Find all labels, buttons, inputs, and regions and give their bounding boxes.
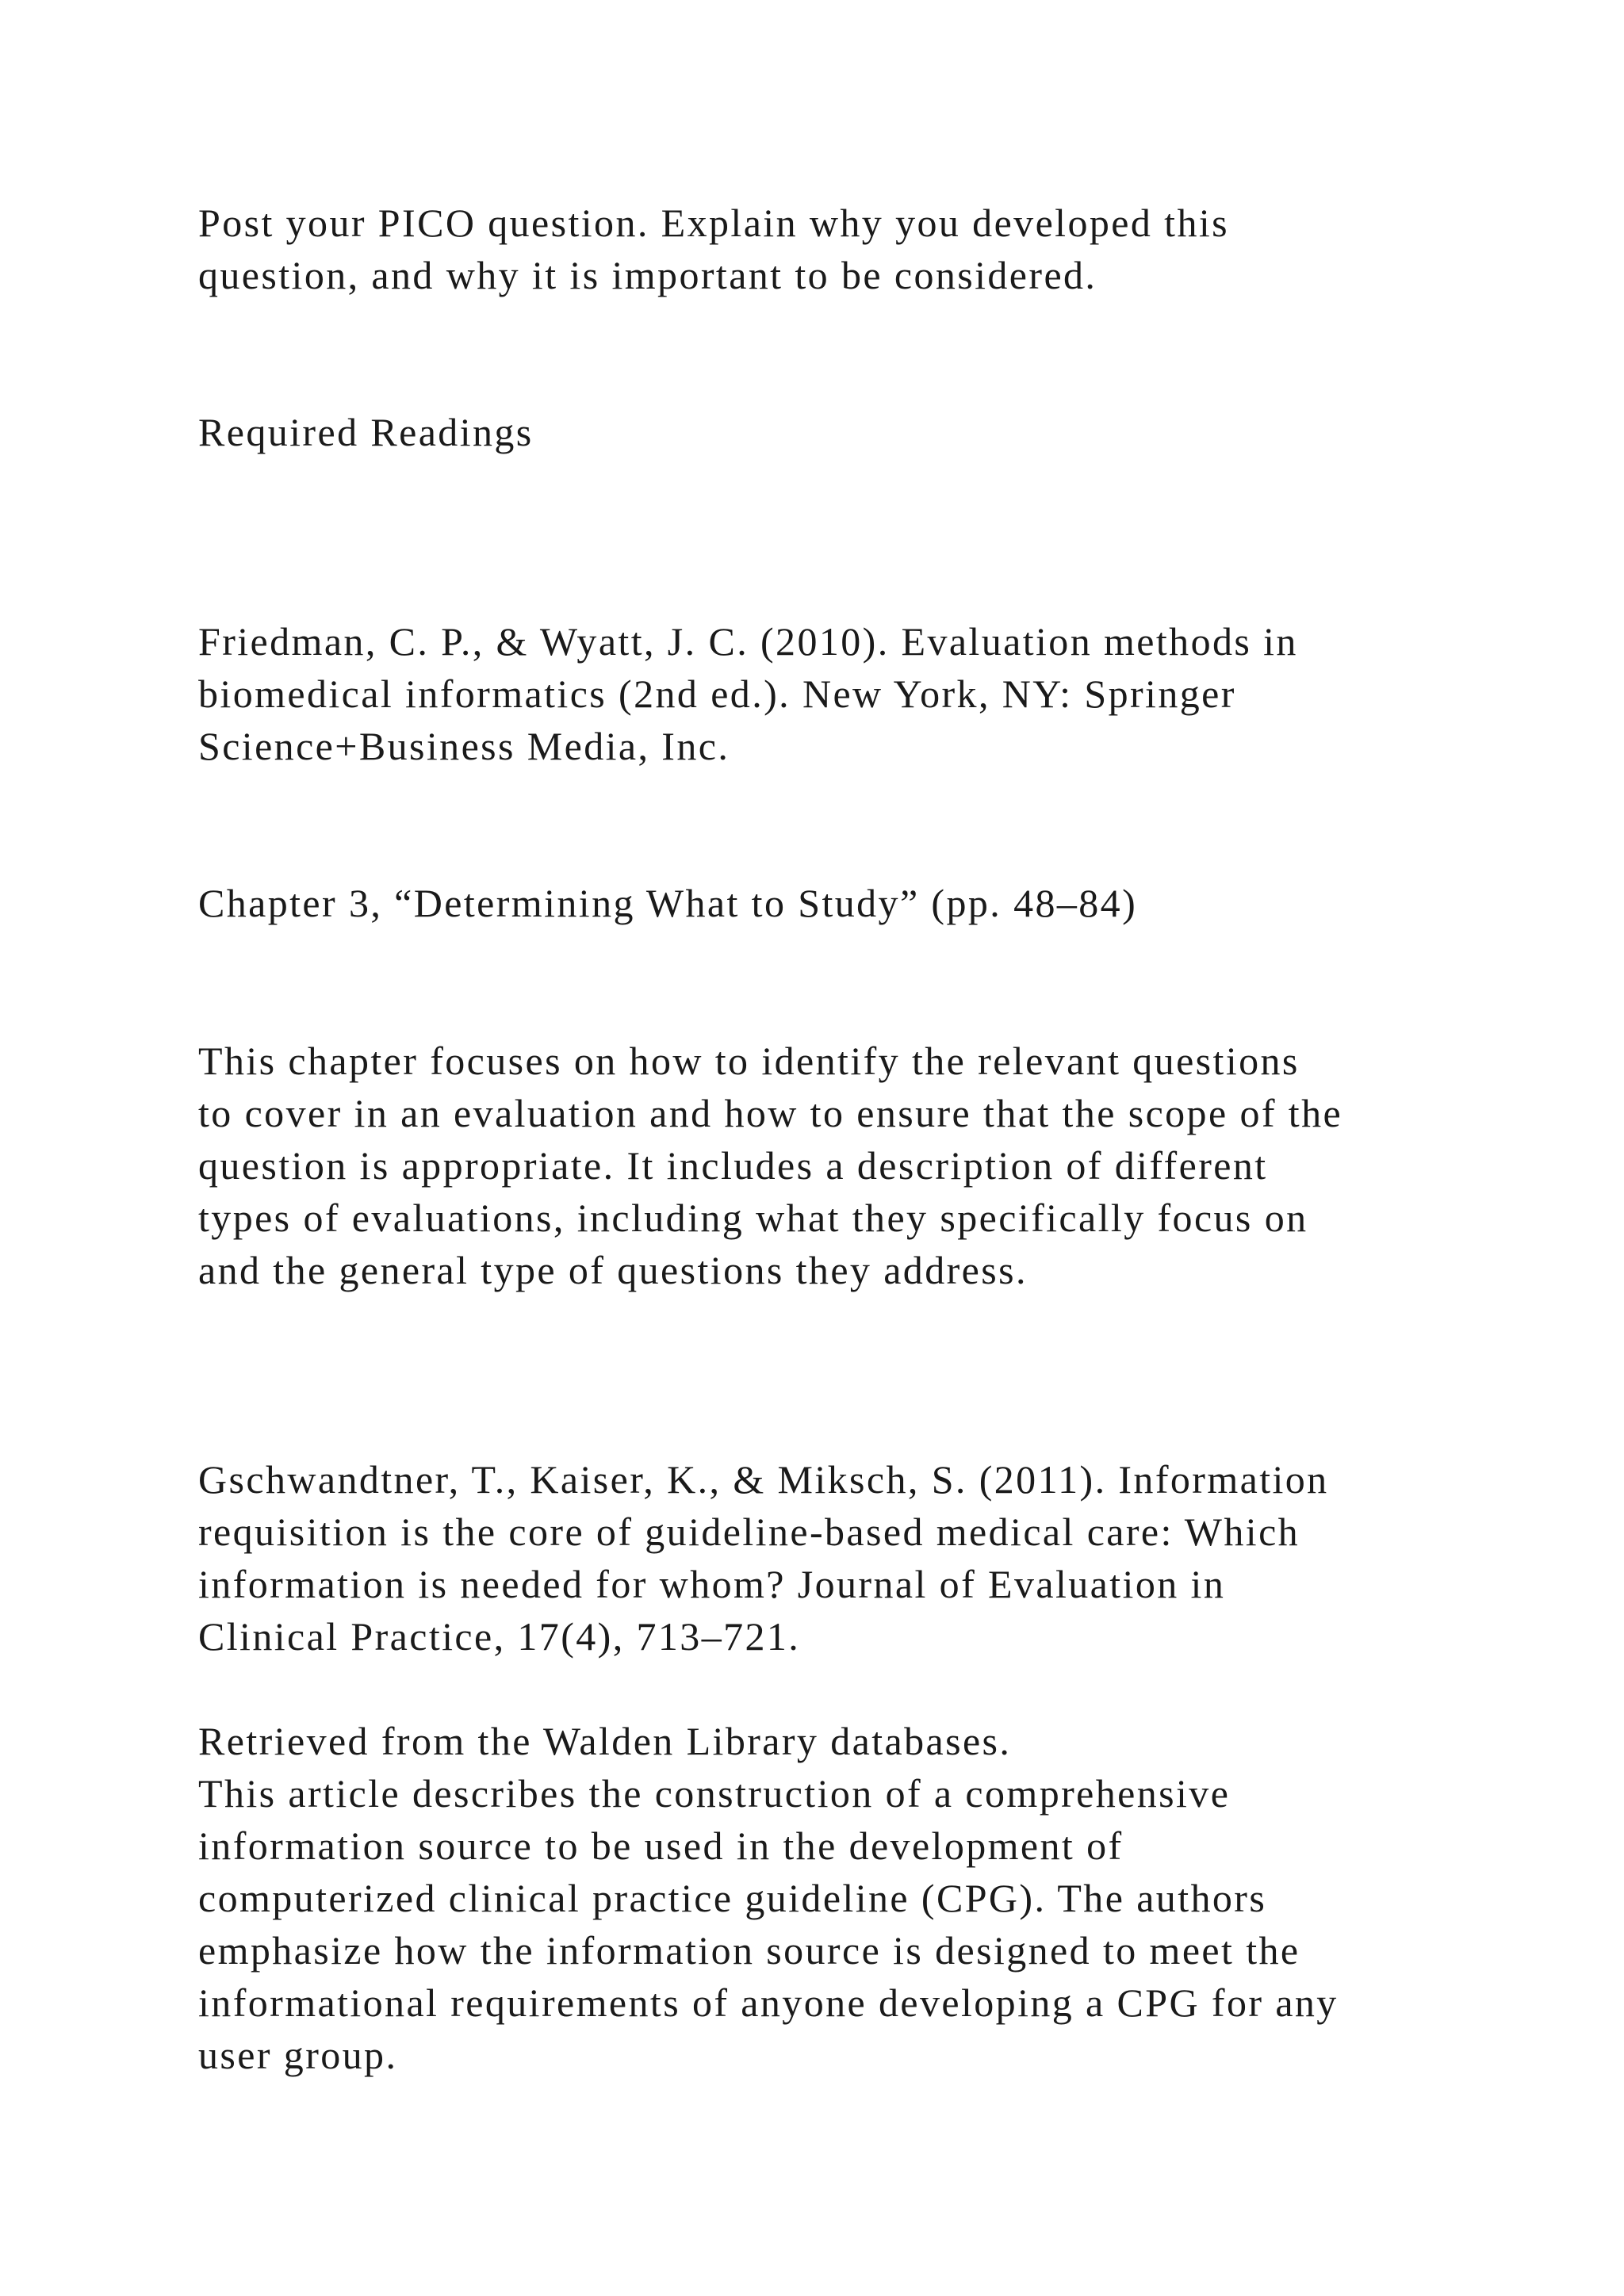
citation-line: information is needed for whom? Journal of Evaluation in <box>198 1562 1226 1606</box>
description-line: This chapter focuses on how to identify the relevant questions <box>198 1039 1300 1083</box>
citation-line: Friedman, C. P., & Wyatt, J. C. (2010). Evaluation methods in <box>198 619 1298 664</box>
citation-line: requisition is the core of guideline-based medical care: Which <box>198 1510 1300 1554</box>
prompt-line: Post your PICO question. Explain why you developed this <box>198 201 1229 245</box>
chapter-line: Chapter 3, “Determining What to Study” (pp. 48–84) <box>198 881 1138 925</box>
description-line: information source to be used in the development of <box>198 1823 1124 1868</box>
source-line: Retrieved from the Walden Library databases. <box>198 1719 1012 1763</box>
description-line: and the general type of questions they address. <box>198 1248 1028 1292</box>
description-line: to cover in an evaluation and how to ensure that the scope of the <box>198 1091 1343 1135</box>
description-line: user group. <box>198 2033 398 2077</box>
citation-line: biomedical informatics (2nd ed.). New York, NY: Springer <box>198 672 1236 716</box>
prompt-line: question, and why it is important to be considered. <box>198 253 1097 297</box>
description-line: question is appropriate. It includes a description of different <box>198 1143 1268 1188</box>
description-line: types of evaluations, including what they specifically focus on <box>198 1196 1308 1240</box>
description-line: informational requirements of anyone developing a CPG for any <box>198 1980 1339 2025</box>
description-line: This article describes the construction of a comprehensive <box>198 1771 1231 1816</box>
citation-line: Science+Business Media, Inc. <box>198 724 730 768</box>
description-line: computerized clinical practice guideline (CPG). The authors <box>198 1876 1267 1920</box>
description-line: emphasize how the information source is designed to meet the <box>198 1928 1300 1973</box>
section-heading: Required Readings <box>198 410 534 454</box>
citation-line: Gschwandtner, T., Kaiser, K., & Miksch, S. (2011). Information <box>198 1457 1329 1502</box>
citation-line: Clinical Practice, 17(4), 713–721. <box>198 1614 801 1659</box>
